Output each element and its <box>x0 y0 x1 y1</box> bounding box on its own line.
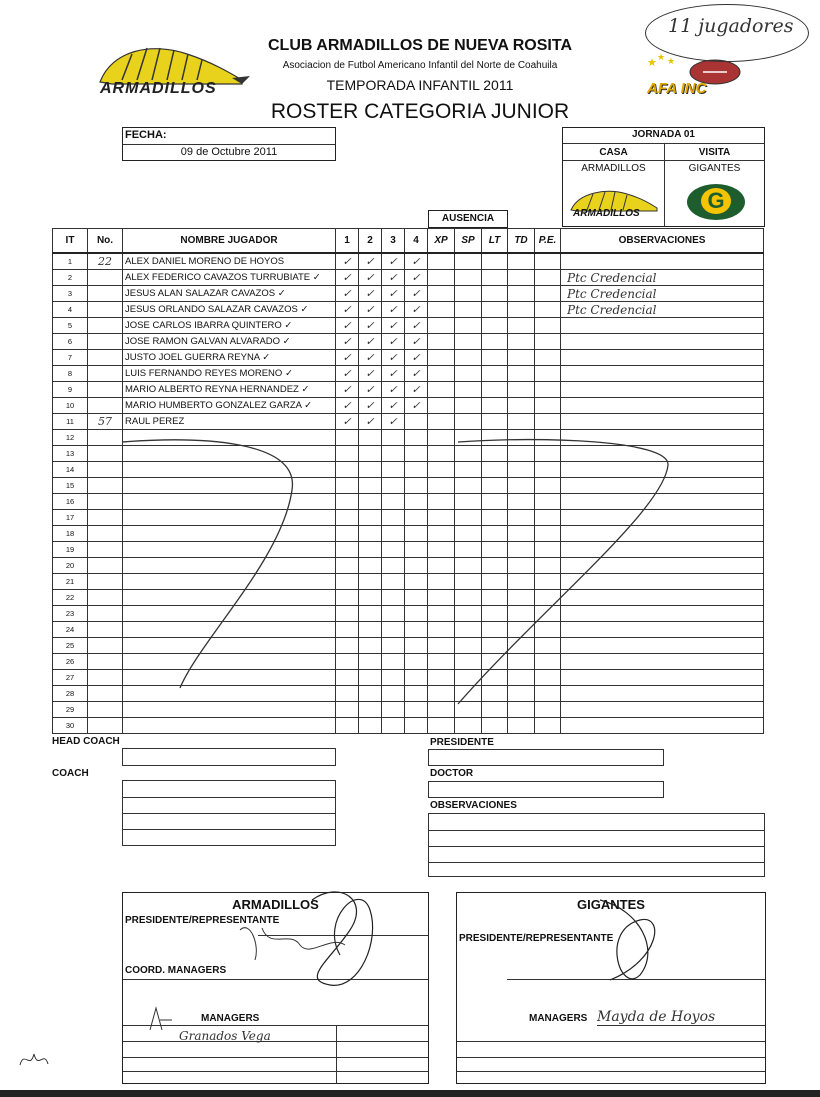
quarter-1-check[interactable]: ✓ <box>336 350 359 366</box>
casa-label: CASA <box>599 147 628 158</box>
quarter-3-check[interactable]: ✓ <box>382 350 405 366</box>
quarter-2-check[interactable]: ✓ <box>359 382 382 398</box>
jersey-number[interactable]: 57 <box>88 414 123 430</box>
quarter-3-check[interactable]: ✓ <box>382 286 405 302</box>
row-number: 14 <box>53 462 88 478</box>
player-name[interactable]: MARIO ALBERTO REYNA HERNANDEZ ✓ <box>123 382 336 398</box>
quarter-2-check[interactable]: ✓ <box>359 350 382 366</box>
quarter-2-check[interactable]: ✓ <box>359 414 382 430</box>
col-no: No. <box>88 229 123 254</box>
quarter-1-check[interactable]: ✓ <box>336 398 359 414</box>
left-managers-label: MANAGERS <box>201 1013 260 1024</box>
observacion-cell[interactable]: Ptc Credencial <box>561 302 764 318</box>
col-obs: OBSERVACIONES <box>561 229 764 254</box>
col-lt: LT <box>482 229 508 254</box>
quarter-3-check[interactable]: ✓ <box>382 270 405 286</box>
quarter-3-check[interactable]: ✓ <box>382 414 405 430</box>
right-team-name: GIGANTES <box>577 897 645 912</box>
handwritten-note: 11 jugadores <box>668 15 794 37</box>
quarter-4-check[interactable]: ✓ <box>405 286 428 302</box>
visita-team: GIGANTES <box>688 163 741 174</box>
row-number: 2 <box>53 270 88 286</box>
player-name[interactable]: MARIO HUMBERTO GONZALEZ GARZA ✓ <box>123 398 336 414</box>
row-number: 23 <box>53 606 88 622</box>
quarter-2-check[interactable]: ✓ <box>359 253 382 270</box>
right-pres-rep-label: PRESIDENTE/REPRESENTANTE <box>459 933 614 944</box>
armadillos-president-scribble <box>312 892 373 985</box>
svg-text:★: ★ <box>647 57 657 69</box>
col-q4: 4 <box>405 229 428 254</box>
col-td: TD <box>508 229 535 254</box>
quarter-3-check[interactable]: ✓ <box>382 366 405 382</box>
row-number: 22 <box>53 590 88 606</box>
row-number: 13 <box>53 446 88 462</box>
row-number: 4 <box>53 302 88 318</box>
row-number: 26 <box>53 654 88 670</box>
ausencia-header: AUSENCIA <box>428 210 508 228</box>
armadillos-coord-scribble <box>240 928 345 960</box>
row-number: 21 <box>53 574 88 590</box>
g-icon: G <box>701 188 731 214</box>
quarter-4-check[interactable]: ✓ <box>405 398 428 414</box>
head-coach-label: HEAD COACH <box>52 736 120 747</box>
observacion-cell[interactable]: Ptc Credencial <box>561 286 764 302</box>
row-number: 18 <box>53 526 88 542</box>
player-name[interactable]: JOSE CARLOS IBARRA QUINTERO ✓ <box>123 318 336 334</box>
left-team-name: ARMADILLOS <box>232 897 319 912</box>
svg-text:★: ★ <box>657 52 666 62</box>
quarter-3-check[interactable]: ✓ <box>382 334 405 350</box>
quarter-4-check[interactable]: ✓ <box>405 366 428 382</box>
player-name[interactable]: JESUS ORLANDO SALAZAR CAVAZOS ✓ <box>123 302 336 318</box>
quarter-2-check[interactable]: ✓ <box>359 286 382 302</box>
page-bottom-edge <box>0 1090 820 1097</box>
quarter-1-check[interactable]: ✓ <box>336 270 359 286</box>
casa-logo-text: ARMADILLOS <box>573 208 640 219</box>
player-name[interactable]: RAUL PEREZ <box>123 414 336 430</box>
quarter-1-check[interactable]: ✓ <box>336 318 359 334</box>
coord-managers-label: COORD. MANAGERS <box>125 965 227 976</box>
afa-logo-text: AFA INC <box>647 80 707 97</box>
row-number: 12 <box>53 430 88 446</box>
quarter-2-check[interactable]: ✓ <box>359 270 382 286</box>
left-managers-scribble <box>150 1008 172 1030</box>
row-number: 25 <box>53 638 88 654</box>
row-number: 11 <box>53 414 88 430</box>
corner-initials-scribble <box>20 1054 48 1065</box>
col-q3: 3 <box>382 229 405 254</box>
row-number: 8 <box>53 366 88 382</box>
quarter-1-check[interactable]: ✓ <box>336 253 359 270</box>
row-number: 5 <box>53 318 88 334</box>
quarter-1-check[interactable]: ✓ <box>336 414 359 430</box>
quarter-4-check[interactable]: ✓ <box>405 334 428 350</box>
row-number: 30 <box>53 718 88 734</box>
quarter-1-check[interactable]: ✓ <box>336 366 359 382</box>
observaciones-label: OBSERVACIONES <box>430 800 517 811</box>
visita-label: VISITA <box>698 147 731 158</box>
player-name[interactable]: JESUS ALAN SALAZAR CAVAZOS ✓ <box>123 286 336 302</box>
row-number: 10 <box>53 398 88 414</box>
quarter-1-check[interactable]: ✓ <box>336 286 359 302</box>
doctor-label: DOCTOR <box>430 768 474 779</box>
player-name[interactable]: ALEX DANIEL MORENO DE HOYOS <box>123 253 336 270</box>
row-number: 9 <box>53 382 88 398</box>
quarter-4-check[interactable]: ✓ <box>405 270 428 286</box>
player-name[interactable]: LUIS FERNANDO REYES MORENO ✓ <box>123 366 336 382</box>
quarter-3-check[interactable]: ✓ <box>382 398 405 414</box>
row-number: 20 <box>53 558 88 574</box>
left-pres-rep-label: PRESIDENTE/REPRESENTANTE <box>125 915 280 926</box>
quarter-3-check[interactable]: ✓ <box>382 302 405 318</box>
gigantes-president-scribble <box>600 900 655 980</box>
quarter-4-check[interactable]: ✓ <box>405 382 428 398</box>
row-number: 19 <box>53 542 88 558</box>
jornada-title: JORNADA 01 <box>632 129 695 140</box>
coach-label: COACH <box>52 768 89 779</box>
quarter-1-check[interactable]: ✓ <box>336 334 359 350</box>
quarter-2-check[interactable]: ✓ <box>359 318 382 334</box>
quarter-2-check[interactable]: ✓ <box>359 302 382 318</box>
col-q2: 2 <box>359 229 382 254</box>
quarter-2-check[interactable]: ✓ <box>359 398 382 414</box>
presidente-label: PRESIDENTE <box>430 737 494 748</box>
quarter-3-check[interactable]: ✓ <box>382 382 405 398</box>
quarter-4-check[interactable]: ✓ <box>405 253 428 270</box>
quarter-1-check[interactable]: ✓ <box>336 302 359 318</box>
col-sp: SP <box>455 229 482 254</box>
row-number: 3 <box>53 286 88 302</box>
quarter-4-check[interactable]: ✓ <box>405 302 428 318</box>
left-manager-signature: Granados Vega <box>179 1029 271 1043</box>
logo-text: ARMADILLOS <box>100 80 217 97</box>
season-title: TEMPORADA INFANTIL 2011 <box>326 77 514 93</box>
association-subtitle: Asociacion de Futbol Americano Infantil del Norte de Coahuila <box>282 60 558 71</box>
row-number: 28 <box>53 686 88 702</box>
right-managers-label: MANAGERS <box>529 1013 588 1024</box>
row-number: 15 <box>53 478 88 494</box>
club-title: CLUB ARMADILLOS DE NUEVA ROSITA <box>268 37 572 54</box>
player-name[interactable]: JOSE RAMON GALVAN ALVARADO ✓ <box>123 334 336 350</box>
quarter-4-check[interactable]: ✓ <box>405 350 428 366</box>
roster-title: ROSTER CATEGORIA JUNIOR <box>270 100 570 123</box>
quarter-1-check[interactable]: ✓ <box>336 382 359 398</box>
player-name[interactable]: ALEX FEDERICO CAVAZOS TURRUBIATE ✓ <box>123 270 336 286</box>
row-number: 16 <box>53 494 88 510</box>
row-number: 27 <box>53 670 88 686</box>
jersey-number[interactable]: 22 <box>88 253 123 270</box>
row-number: 24 <box>53 622 88 638</box>
svg-text:★: ★ <box>667 56 676 66</box>
quarter-4-check[interactable]: ✓ <box>405 318 428 334</box>
col-it: IT <box>53 229 88 254</box>
row-number: 29 <box>53 702 88 718</box>
row-number: 6 <box>53 334 88 350</box>
quarter-3-check[interactable]: ✓ <box>382 253 405 270</box>
quarter-3-check[interactable]: ✓ <box>382 318 405 334</box>
player-name[interactable]: JUSTO JOEL GUERRA REYNA ✓ <box>123 350 336 366</box>
row-number: 17 <box>53 510 88 526</box>
row-number: 1 <box>53 253 88 270</box>
casa-team: ARMADILLOS <box>581 163 646 174</box>
col-q1: 1 <box>336 229 359 254</box>
col-pe: P.E. <box>535 229 561 254</box>
quarter-2-check[interactable]: ✓ <box>359 334 382 350</box>
col-xp: XP <box>428 229 455 254</box>
quarter-2-check[interactable]: ✓ <box>359 366 382 382</box>
fecha-value: 09 de Octubre 2011 <box>180 146 278 158</box>
observacion-cell[interactable]: Ptc Credencial <box>561 270 764 286</box>
fecha-label: FECHA: <box>125 129 167 141</box>
col-nombre: NOMBRE JUGADOR <box>123 229 336 254</box>
row-number: 7 <box>53 350 88 366</box>
right-manager-signature: Mayda de Hoyos <box>597 1009 716 1025</box>
